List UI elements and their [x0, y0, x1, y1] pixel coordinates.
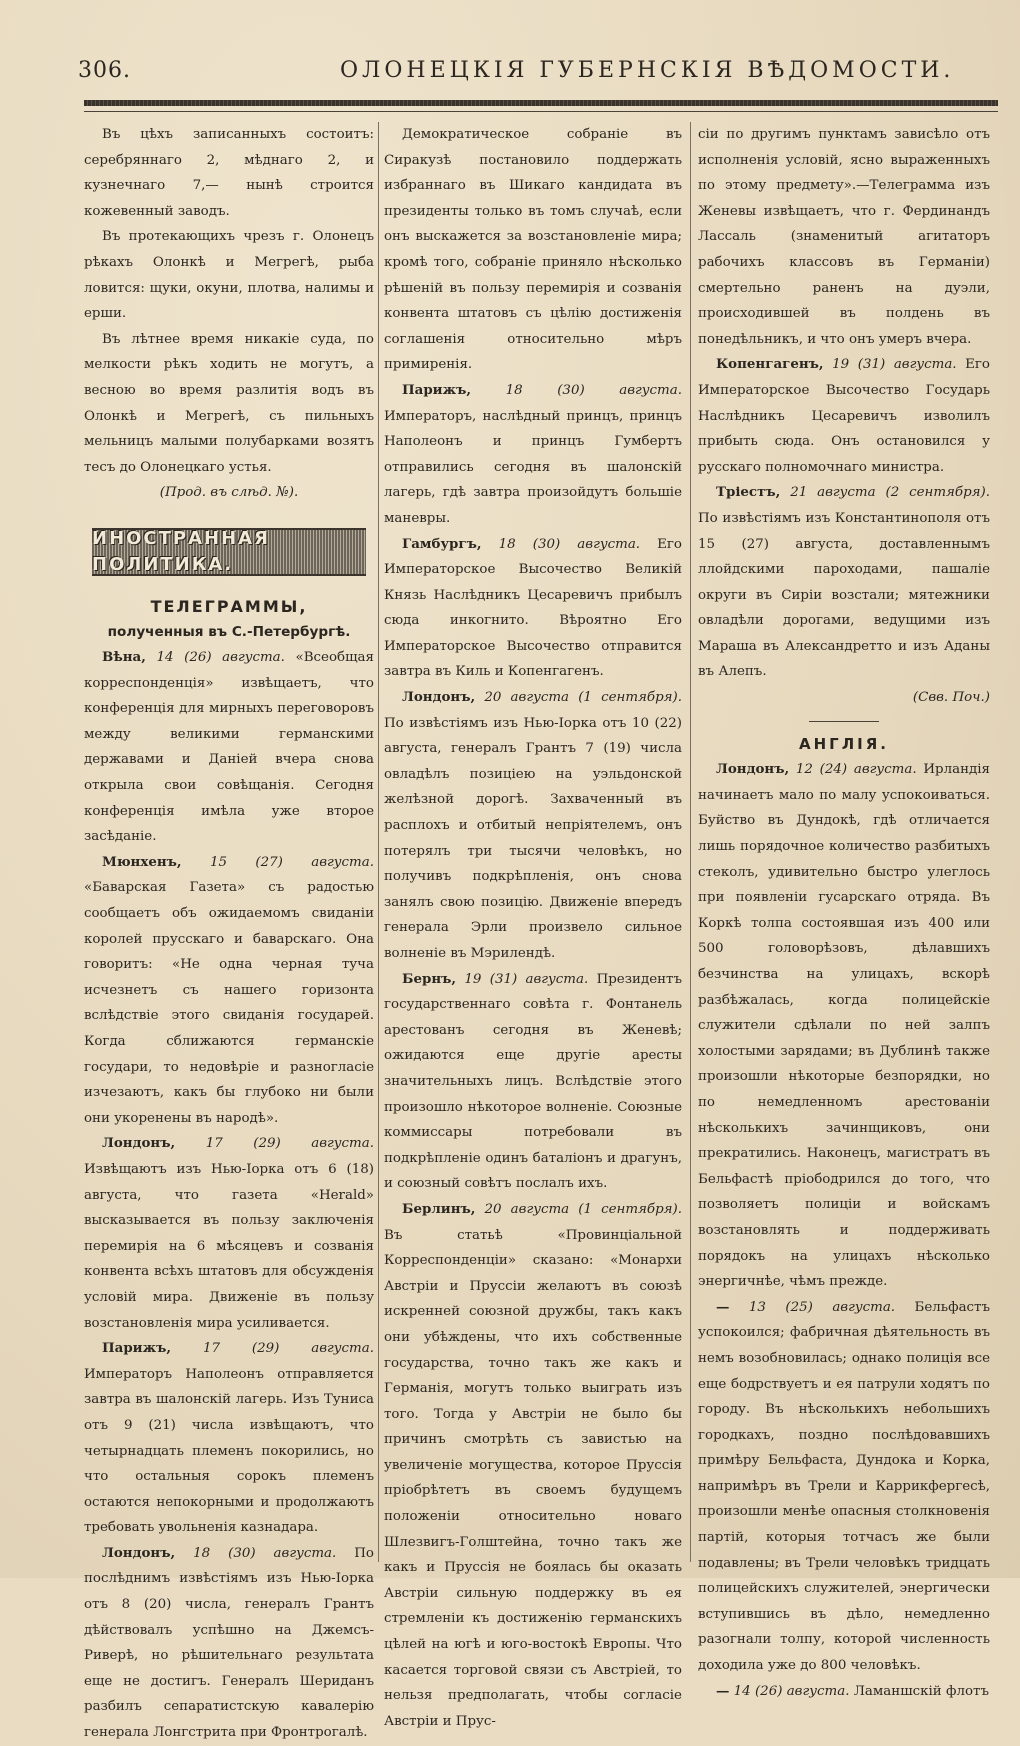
article-text: Его Императорское Высочество Великій Князь Наслѣдникъ Цесаревичъ прибылъ сюда инкогнито. Вѣроятно Его Императорское Высочество отправится завтра въ Киль и Копенгагенъ.	[384, 536, 682, 680]
header-rule-thin	[84, 111, 998, 112]
article-text: Демократическое собраніе въ Сиракузѣ постановило поддержать избраннаго въ Шикаго кандидата въ президенты только въ томъ случаѣ, если онъ выскажется за возстановленіе мира; кромѣ того, собраніе приняло нѣсколько рѣшеній въ пользу перемирія и созванія конвента штатовъ съ цѣлію достиженія соглашенія относительно мѣръ примиренія.	[384, 127, 682, 373]
article-text: «Баварская Газета» съ радостью сообщаетъ объ ожидаемомъ свиданіи королей прусскаго и баварскаго. Она говоритъ: «Не одна черная туча исчезнетъ съ нашего горизонта вслѣдствіе этого свиданія государей. Когда сближаются германскіе государи, то недовѣріе и разногласіе изчезаютъ, какъ бы глубоко ни были они укоренены въ народѣ».	[84, 880, 374, 1126]
continued-note: (Прод. въ слѣд. №).	[159, 485, 299, 501]
article-text: По извѣстіямъ изъ Нью-Іорка отъ 10 (22) августа, генералъ Грантъ 7 (19) числа овладѣлъ позиціею на уэльдонской желѣзной дорогѣ. Захваченный въ расплохъ и отбитый непріятелемъ, онъ потерялъ три тысячи человѣкъ, но получивъ подкрѣпленія, онъ снова занялъ свою позицію. Движеніе впередъ генерала Эрли произвело сильное волненіе въ Мэрилендѣ.	[384, 715, 682, 961]
article-text: По послѣднимъ извѣстіямъ изъ Нью-Іорка отъ 8 (20) числа, генералъ Грантъ дѣйствовалъ успѣшно на Джемсъ-Риверѣ, но рѣшительнаго результата еще не достигъ. Генералъ Шериданъ разбилъ сепаратистскую кавалерію генерала Лонгстрита при Фронтрогалѣ.	[84, 1545, 374, 1741]
article	[84, 1336, 374, 1541]
article-date: 14 (26) августа.	[733, 1683, 850, 1699]
article	[698, 352, 990, 480]
article-date: 17 (29) августа.	[202, 1341, 374, 1357]
article	[84, 1541, 374, 1746]
article-text: Въ статьѣ «Провинціальной Корреспонденціи» сказано: «Монархи Австріи и Пруссіи желаютъ въ союзѣ искренней союзной дружбы, такъ какъ они убѣждены, что ихъ собственные государства, точно такъ же какъ и Германія, могутъ только выиграть изъ того. Тогда у Австріи не было бы причинъ смотрѣть съ завистью на увеличеніе могущества, которое Пруссія пріобрѣтетъ въ своемъ будущемъ положеніи относительно новаго Шлезвигъ-Голштейна, точно такъ же какъ и Пруссія не боялась бы оказать Австріи сильную поддержку въ ея стремленіи къ достиженію германскихъ цѣлей на югѣ и юго-востокѣ Европы. Что касается торговой связи съ Австріей, то нельзя предполагать, чтобы согласіе Австріи и Прус-	[384, 1227, 682, 1729]
article-location: —	[716, 1682, 730, 1699]
article-date: 17 (29) августа.	[205, 1136, 374, 1152]
article-text: Ламаншскій флотъ	[853, 1683, 989, 1699]
article	[698, 757, 990, 1294]
article-location: Лондонъ,	[402, 689, 476, 706]
header-rule-thick	[84, 100, 998, 106]
page-header	[78, 58, 998, 90]
article-location: —	[716, 1298, 730, 1315]
source-note: (Свв. Поч.)	[912, 690, 990, 706]
article-location: Берлинъ,	[402, 1200, 476, 1217]
article-date: 20 августа (1 сентября).	[484, 690, 682, 706]
country-heading: АНГЛІЯ.	[798, 734, 889, 753]
column-1	[84, 122, 374, 1741]
article	[384, 1197, 682, 1734]
article-date: 18 (30) августа.	[498, 536, 641, 552]
article	[84, 1131, 374, 1336]
article-date: 19 (31) августа.	[464, 971, 589, 987]
article-location: Лондонъ,	[716, 761, 790, 778]
article-text: Императоръ Наполеонъ отправляется завтра въ шалонскій лагерь. Изъ Туниса отъ 9 (21) числа извѣщаютъ, что четырнадцать племенъ покорились, но что остальныя сорокъ племенъ остаются непокорными и продолжаютъ требовать увольненія казнадара.	[84, 1366, 374, 1536]
article	[698, 1679, 990, 1705]
article-text: Его Императорское Высочество Государь Наслѣдникъ Цесаревичъ изволилъ прибыть сюда. Онъ остановился у русскаго полномочнаго министра.	[698, 357, 990, 475]
section-title: ИНОСТРАННАЯ ПОЛИТИКА.	[92, 528, 270, 575]
section-divider	[809, 721, 879, 722]
article	[698, 1295, 990, 1679]
article-date: 15 (27) августа.	[209, 854, 374, 870]
paragraph: Въ протекающихъ чрезъ г. Олонецъ рѣкахъ Олонкѣ и Мегрегѣ, рыба ловится: щуки, окуни, плотва, налимы и ерши.	[84, 229, 374, 322]
article-date: 18 (30) августа.	[505, 382, 682, 398]
article	[384, 378, 682, 532]
article	[384, 967, 682, 1197]
article-location: Лондонъ,	[102, 1544, 176, 1561]
column-divider-1	[378, 122, 379, 1562]
article	[84, 850, 374, 1132]
article-location: Вѣна,	[102, 649, 146, 666]
article-date: 20 августа (1 сентября).	[484, 1201, 682, 1217]
article-date: 12 (24) августа.	[795, 762, 917, 778]
article-location: Бернъ,	[402, 970, 457, 987]
article	[384, 122, 682, 378]
article-date: 18 (30) августа.	[193, 1545, 337, 1561]
page-number: 306.	[78, 58, 131, 83]
article-date: 14 (26) августа.	[156, 650, 285, 666]
article-text: Президентъ государственнаго совѣта г. Фонтанель арестованъ сегодня въ Женевѣ; ожидаются еще другіе аресты значительныхъ лицъ. Вслѣдствіе этого произошло нѣкоторое волненіе. Союзные коммиссары потребовали въ подкрѣпленіе одинъ баталіонъ и драгунъ, и союзный совѣтъ послалъ ихъ.	[384, 971, 682, 1192]
article	[698, 122, 990, 352]
paragraph: Въ цѣхъ записанныхъ состоитъ: серебряннаго 2, мѣднаго 2, и кузнечнаго 7,— нынѣ строится кожевенный заводъ.	[84, 127, 374, 219]
column-divider-2	[690, 122, 691, 1562]
article-location: Тріестъ,	[716, 484, 781, 501]
section-banner	[92, 528, 366, 576]
article-date: 19 (31) августа.	[832, 357, 957, 373]
article	[84, 645, 374, 850]
article	[384, 685, 682, 967]
article-text: По извѣстіямъ изъ Константинополя отъ 15 (27) августа, доставленнымъ ллойдскими пароходами, пашаліе округи въ Сиріи возстали; мятежники овладѣли дорогами, ведущими изъ Мараша въ Александретто и изъ Аданы въ Алепъ.	[698, 510, 990, 680]
article-text: «Всеобщая корреспонденція» извѣщаетъ, что конференція для мирныхъ переговоровъ между великими германскими державами и Даніей вчера снова открыла свои совѣщанія. Сегодня конференція имѣла уже второе засѣданіе.	[84, 650, 374, 845]
article	[698, 480, 990, 685]
article-text: Ирландія начинаетъ мало по малу успокоиваться. Буйство въ Дундокѣ, гдѣ отличается лишь порядочное количество разбитыхъ стеколъ, удивительно быстро улеглось при появленіи гусарскаго отряда. Въ Коркѣ толпа состоявшая изъ 400 или 500 головорѣзовъ, дѣлавшихъ безчинства на улицахъ, вскорѣ разбѣжалась, когда полицейскіе служители сдѣлали по ней залпъ холостыми зарядами; въ Дублинѣ также произошли нѣкоторые безпорядки, но по немедленномъ арестованіи нѣсколькихъ зачинщиковъ, они прекратились. Наконецъ, магистратъ въ Бельфастѣ пріободрился до того, что позволяетъ полиціи и войскамъ возстановлять и поддерживать порядокъ на улицахъ нѣсколько энергичнѣе, чѣмъ прежде.	[698, 762, 990, 1290]
article-text: Императоръ, наслѣдный принцъ, принцъ Наполеонъ и принцъ Гумбертъ отправились сегодня въ шалонскій лагерь, гдѣ завтра произойдутъ большіе маневры.	[384, 408, 682, 526]
article-location: Гамбургъ,	[402, 535, 482, 552]
article-text: сіи по другимъ пунктамъ зависѣло отъ исполненія условій, ясно выраженныхъ по этому предмету».—Телеграмма изъ Женевы извѣщаетъ, что г. Фердинандъ Лассаль (знаменитый агитаторъ рабочихъ классовъ въ Германіи) смертельно раненъ на дуэли, происходившей въ полдень въ понедѣльникъ, и что онъ умеръ вчера.	[698, 127, 990, 347]
article	[384, 532, 682, 686]
article-location: Копенгагенъ,	[716, 356, 824, 373]
article-location: Мюнхенъ,	[102, 853, 182, 870]
article-text: Извѣщаютъ изъ Нью-Іорка отъ 6 (18) августа, что газета «Herald» высказывается въ пользу заключенія перемирія на 6 мѣсяцевъ и созванія конвента всѣхъ штатовъ для обсужденія условій мира. Движеніе въ пользу возстановленія мира усиливается.	[84, 1161, 374, 1331]
telegrams-subheading: полученныя въ С.-Петербургѣ.	[107, 623, 351, 640]
article-text: Бельфастъ успокоился; фабричная дѣятельность въ немъ возобновилась; однако полиція все еще бодрствуетъ и ея патрули ходятъ по городу. Въ нѣсколькихъ небольшихъ городкахъ, поздно послѣдовавшихъ примѣру Бельфаста, Дундока и Корка, напримѣръ въ Трели и Каррикфергесѣ, произошли менѣе опасныя столкновенія партій, которыя тотчасъ же были подавлены; въ Трели человѣкъ тридцать полицейскихъ служителей, энергически вступившись въ дѣло, немедленно разогнали толпу, которой численность доходила уже до 800 человѣкъ.	[698, 1299, 990, 1674]
article-location: Лондонъ,	[102, 1135, 176, 1152]
article-date: 13 (25) августа.	[748, 1299, 896, 1315]
article-location: Парижъ,	[402, 381, 472, 398]
journal-title: ОЛОНЕЦКІЯ ГУБЕРНСКІЯ ВѢДОМОСТИ.	[340, 58, 955, 83]
column-2	[384, 122, 682, 1729]
telegrams-heading: ТЕЛЕГРАММЫ,	[150, 596, 308, 616]
article-location: Парижъ,	[102, 1340, 172, 1357]
column-3	[698, 122, 990, 1699]
article-date: 21 августа (2 сентября).	[790, 485, 990, 501]
paragraph: Въ лѣтнее время никакіе суда, по мелкости рѣкъ ходить не могутъ, а весною во время разлитія водъ въ Олонкѣ и Мегрегѣ, съ пильныхъ мельницъ малыми полубарками возятъ тесъ до Олонецкаго устья.	[84, 331, 374, 475]
